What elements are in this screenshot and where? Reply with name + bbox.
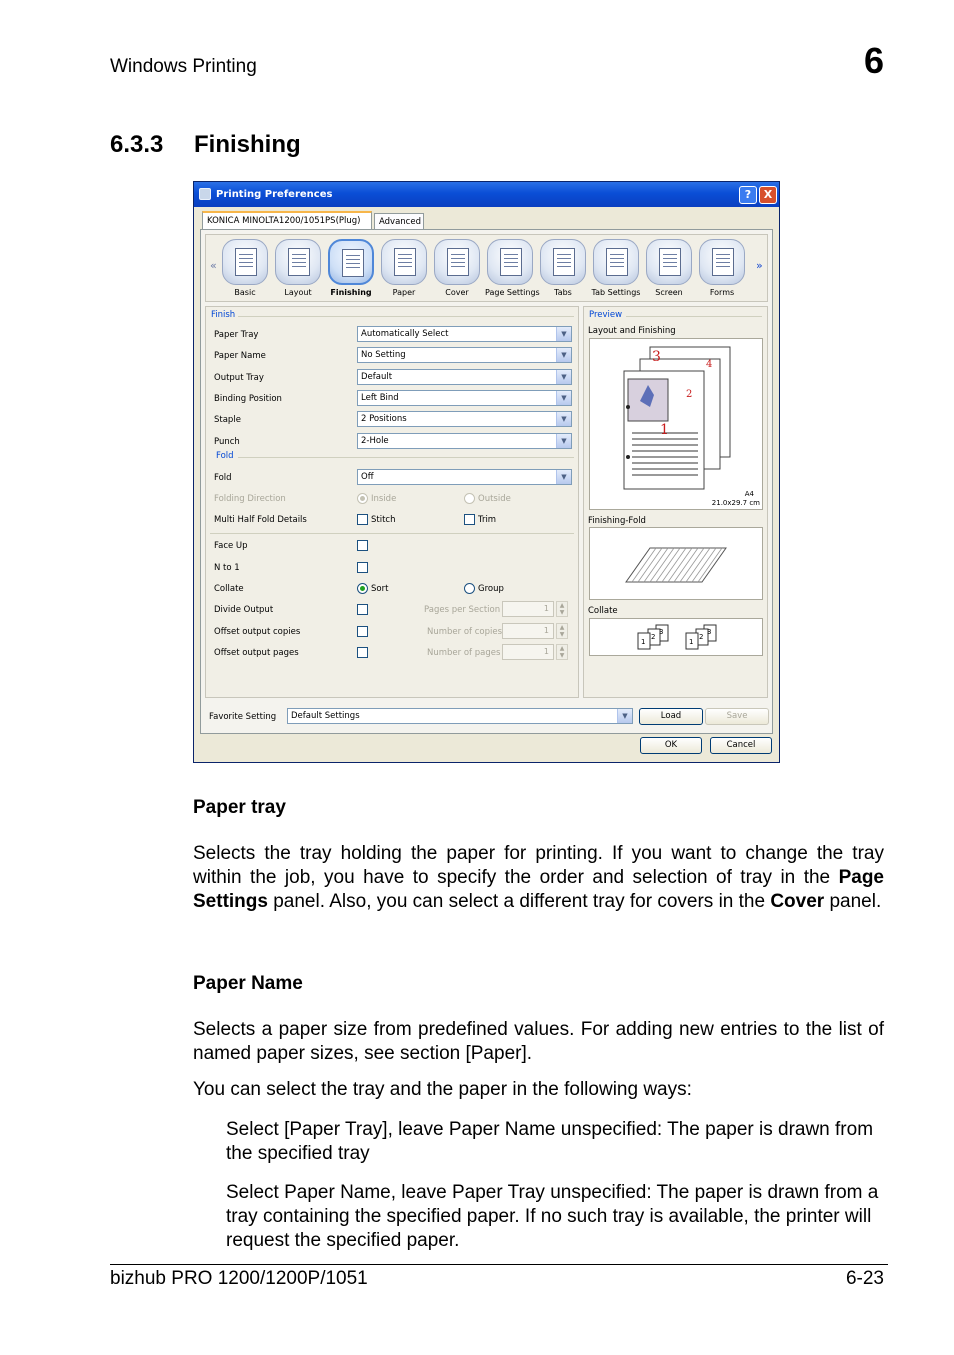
- outside-label: Outside: [478, 494, 511, 504]
- function-icon-strip: [205, 234, 768, 302]
- save-button[interactable]: Save: [705, 708, 769, 725]
- outside-radio[interactable]: [464, 493, 475, 504]
- binding-position-select[interactable]: [357, 390, 572, 406]
- pages-per-section-input[interactable]: 1: [502, 601, 554, 617]
- face-up-checkbox[interactable]: [357, 540, 368, 551]
- collate-page-2: 2: [699, 633, 704, 641]
- footer-product: bizhub PRO 1200/1200P/1051: [110, 1268, 368, 1289]
- number-of-copies-label: Number of copies: [427, 627, 503, 637]
- paper-name-paragraph: Selects a paper size from predefined values. For adding new entries to the list of named paper sizes, see section [Paper].: [193, 1019, 884, 1064]
- number-of-pages-input[interactable]: 1: [502, 644, 554, 660]
- printer-icon: [235, 248, 257, 276]
- page-settings-term: Page Settings: [193, 867, 884, 912]
- page-number-3: 3: [652, 349, 661, 365]
- page-number-2: 2: [686, 389, 693, 400]
- page-settings-icon: [500, 248, 522, 276]
- spinner-icon[interactable]: ▲ ▼: [556, 644, 568, 660]
- paper-size-text: A4: [744, 490, 754, 498]
- number-of-pages-label: Number of pages: [427, 648, 501, 658]
- cancel-button[interactable]: Cancel: [710, 737, 772, 754]
- chevron-down-icon: ▼: [556, 434, 571, 448]
- favorite-setting-label: Favorite Setting: [209, 712, 277, 722]
- icon-page-settings[interactable]: [485, 239, 540, 297]
- cover-term: Cover: [770, 891, 825, 912]
- section-title: [110, 131, 301, 159]
- icon-label: Layout: [284, 288, 312, 297]
- page-number-1: 1: [660, 422, 669, 438]
- number-of-copies-input[interactable]: 1: [502, 623, 554, 639]
- icon-label: Finishing: [330, 288, 372, 297]
- layout-finishing-label: Layout and Finishing: [588, 326, 676, 336]
- tab-driver[interactable]: KONICA MINOLTA1200/1051PS(Plug): [202, 211, 372, 230]
- text-run: panel.: [824, 891, 882, 912]
- select-value: Off: [361, 472, 374, 482]
- stitch-label: Stitch: [371, 515, 396, 525]
- paper-tray-select[interactable]: [357, 326, 572, 342]
- select-value: No Setting: [361, 350, 406, 360]
- icon-cover[interactable]: [432, 239, 482, 297]
- finishing-icon: [342, 249, 364, 277]
- output-tray-select[interactable]: [357, 369, 572, 385]
- icon-basic[interactable]: [220, 239, 270, 297]
- collate-page-3: 3: [659, 628, 664, 636]
- section-name: Finishing: [194, 131, 301, 158]
- collate-preview-box: [589, 618, 763, 656]
- fold-label: Fold: [214, 473, 232, 483]
- multi-half-fold-label: Multi Half Fold Details: [214, 515, 307, 525]
- chevron-down-icon: ▼: [556, 327, 571, 341]
- icon-label: Basic: [234, 288, 256, 297]
- group-divider: [210, 533, 574, 534]
- tab-settings-icon: [606, 248, 628, 276]
- screen-icon: [659, 248, 681, 276]
- list-item: Select Paper Name, leave Paper Tray unspecified: The paper is drawn from a tray containing the specified paper. If no such tray is available, the printer will request the specified paper.: [226, 1182, 879, 1251]
- spinner-icon[interactable]: ▲ ▼: [556, 623, 568, 639]
- n-to-1-checkbox[interactable]: [357, 562, 368, 573]
- sort-radio[interactable]: [357, 583, 368, 594]
- layout-preview-box: [589, 338, 763, 510]
- tabs-icon: [553, 248, 575, 276]
- help-button[interactable]: ?: [739, 186, 757, 204]
- fold-group-label: Fold: [216, 451, 234, 461]
- icon-screen[interactable]: [644, 239, 694, 297]
- printing-preferences-dialog: [193, 181, 780, 763]
- cover-icon: [447, 248, 469, 276]
- select-value: 2-Hole: [361, 436, 389, 446]
- inside-radio[interactable]: [357, 493, 368, 504]
- group-radio[interactable]: [464, 583, 475, 594]
- fold-preview-box: [589, 527, 763, 600]
- fold-preview-illustration: [590, 528, 762, 599]
- finishing-fold-label: Finishing-Fold: [588, 516, 646, 526]
- folding-direction-label: Folding Direction: [214, 494, 286, 504]
- finish-group-label: Finish: [211, 310, 236, 320]
- group-divider: [238, 457, 574, 458]
- select-value: Automatically Select: [361, 329, 449, 339]
- staple-select[interactable]: [357, 411, 572, 427]
- punch-select[interactable]: [357, 433, 572, 449]
- stitch-checkbox[interactable]: [357, 514, 368, 525]
- select-value: Default Settings: [291, 711, 360, 721]
- collate-label: Collate: [214, 584, 244, 594]
- n-to-1-label: N to 1: [214, 563, 240, 573]
- text-run: panel. Also, you can select a different tray for covers in the: [267, 891, 771, 912]
- pages-per-section-label: Pages per Section: [424, 605, 501, 615]
- icon-forms[interactable]: [697, 239, 747, 297]
- icon-paper[interactable]: [379, 239, 429, 297]
- select-value: Default: [361, 372, 393, 382]
- forms-icon: [712, 248, 734, 276]
- icon-tabs[interactable]: [538, 239, 588, 297]
- group-divider: [238, 316, 574, 317]
- chevron-down-icon: ▼: [556, 348, 571, 362]
- chevron-down-icon: ▼: [556, 391, 571, 405]
- inside-label: Inside: [371, 494, 397, 504]
- finishing-settings-pane: [205, 306, 579, 698]
- close-button[interactable]: X: [759, 186, 777, 204]
- collate-page-2: 2: [651, 633, 656, 641]
- select-value: 2 Positions: [361, 414, 407, 424]
- spinner-icon[interactable]: ▲ ▼: [556, 601, 568, 617]
- text-run: Selects the tray holding the paper for printing. If you want to change the tray within the job, you have to specify the order and selection of tray in the: [193, 843, 884, 888]
- divide-output-checkbox[interactable]: [357, 604, 368, 615]
- tab-panel: [200, 229, 773, 734]
- icon-label: Screen: [655, 288, 683, 297]
- section-number: 6.3.3: [110, 131, 164, 158]
- icon-label: Paper: [392, 288, 416, 297]
- collate-page-1: 1: [689, 638, 694, 646]
- icon-label: Cover: [445, 288, 469, 297]
- footer-divider: [110, 1264, 888, 1265]
- list-item: Select [Paper Tray], leave Paper Name unspecified: The paper is drawn from the specified tray: [226, 1119, 874, 1164]
- printer-icon: [199, 188, 211, 200]
- offset-pages-checkbox[interactable]: [357, 647, 368, 658]
- collate-page-3: 3: [707, 628, 712, 636]
- tab-advanced[interactable]: Advanced: [374, 213, 424, 230]
- output-tray-label: Output Tray: [214, 373, 264, 383]
- chevron-down-icon: ▼: [556, 370, 571, 384]
- collate-preview-label: Collate: [588, 606, 618, 616]
- chevron-down-icon: ▼: [617, 709, 632, 723]
- icon-tab-settings[interactable]: [591, 239, 641, 297]
- paper-dims-text: 21.0x29.7 cm: [711, 499, 760, 507]
- chapter-number: 6: [863, 40, 884, 81]
- sort-label: Sort: [371, 584, 389, 594]
- trim-checkbox[interactable]: [464, 514, 475, 525]
- punch-label: Punch: [214, 437, 240, 447]
- paper-tray-label: Paper Tray: [214, 330, 259, 340]
- dialog-title: Printing Preferences: [216, 189, 333, 200]
- icon-finishing[interactable]: [326, 239, 376, 297]
- booklet-preview-illustration: [590, 339, 762, 509]
- paper-icon: [394, 248, 416, 276]
- footer-page-number: 6-23: [845, 1268, 884, 1289]
- select-value: Left Bind: [361, 393, 399, 403]
- scroll-right-icon[interactable]: »: [756, 259, 763, 272]
- icon-label: Tabs: [554, 288, 572, 297]
- icon-label: Forms: [709, 288, 735, 297]
- favorite-setting-select[interactable]: [287, 708, 633, 724]
- ok-button[interactable]: OK: [640, 737, 702, 754]
- icon-label: Tab Settings: [591, 288, 641, 297]
- group-label: Group: [478, 584, 504, 594]
- paper-tray-paragraph: [193, 842, 884, 914]
- paper-name-select[interactable]: [357, 347, 572, 363]
- preview-pane: [583, 306, 768, 698]
- staple-label: Staple: [214, 415, 241, 425]
- icon-layout[interactable]: [273, 239, 323, 297]
- load-button[interactable]: Load: [639, 708, 703, 725]
- group-divider: [626, 316, 762, 317]
- dialog-titlebar[interactable]: [194, 182, 779, 207]
- page-number-4: 4: [706, 359, 713, 370]
- offset-pages-label: Offset output pages: [214, 648, 299, 658]
- icon-label: Page Settings: [485, 288, 540, 297]
- binding-position-label: Binding Position: [214, 394, 282, 404]
- layout-icon: [288, 248, 310, 276]
- selection-ways-paragraph: You can select the tray and the paper in the following ways:: [193, 1079, 692, 1100]
- collate-page-1: 1: [641, 638, 646, 646]
- scroll-left-icon[interactable]: «: [210, 259, 217, 272]
- divide-output-label: Divide Output: [214, 605, 274, 615]
- running-header: Windows Printing: [110, 56, 257, 77]
- collate-preview-illustration: [590, 619, 762, 655]
- preview-group-label: Preview: [589, 310, 623, 320]
- paper-name-label: Paper Name: [214, 351, 266, 361]
- fold-select[interactable]: [357, 469, 572, 485]
- offset-copies-label: Offset output copies: [214, 627, 301, 637]
- chevron-down-icon: ▼: [556, 470, 571, 484]
- face-up-label: Face Up: [214, 541, 248, 551]
- offset-copies-checkbox[interactable]: [357, 626, 368, 637]
- trim-label: Trim: [478, 515, 497, 525]
- chevron-down-icon: ▼: [556, 412, 571, 426]
- paper-name-heading: Paper Name: [193, 973, 303, 994]
- paper-tray-heading: Paper tray: [193, 797, 286, 818]
